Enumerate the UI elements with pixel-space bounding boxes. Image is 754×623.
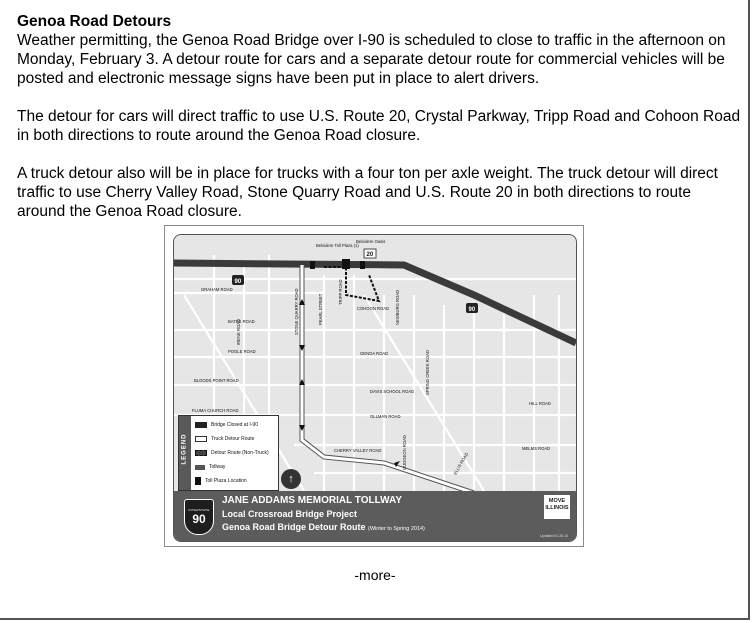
road-label: PEARL STREET	[318, 293, 323, 325]
road-label: FLUMA CHURCH ROAD	[192, 408, 239, 413]
road-label: HILL ROAD	[529, 401, 551, 406]
road-label: ELLIS ROAD	[452, 451, 470, 476]
closed-bridge-marker	[342, 259, 350, 269]
road-label: OLLMAN ROAD	[370, 414, 401, 419]
move-illinois-logo	[544, 495, 570, 519]
oasis-label: Belvidere Oasis	[356, 239, 386, 244]
car-detour-route	[324, 267, 379, 301]
i90-label: 90	[234, 279, 242, 285]
map-credit: Updated 01.26.14	[540, 534, 568, 538]
i90-shield-east	[466, 303, 478, 313]
legend-label: Truck Detour Route	[211, 436, 255, 442]
road-label: COHOON ROAD	[357, 306, 390, 311]
road-label: TRIPP ROAD	[338, 279, 343, 305]
banner-route-title	[222, 522, 425, 532]
detour-map-figure	[164, 225, 584, 547]
article-paragraph: Weather permitting, the Genoa Road Bridge over I-90 is scheduled to close to traffic in the afternoon on Monday, February 3. A detour route for cars and a separate detour route for commercial vehicles will be posted and electronic message signs have been put in place to alert drivers.	[17, 32, 726, 87]
legend-swatch	[195, 436, 207, 442]
legend-item	[195, 434, 254, 444]
banner-subtitle: Local Crossroad Bridge Project	[222, 509, 358, 519]
road-label: CHERRY VALLEY ROAD	[334, 448, 382, 453]
route20-shield	[364, 249, 376, 258]
legend-item	[195, 448, 269, 458]
shield-top-label: INTERSTATE	[188, 508, 210, 512]
legend-tab-label: LEGEND	[181, 433, 188, 465]
road-label: GUDGEON ROAD	[402, 435, 407, 470]
legend-label: Toll Plaza Location	[205, 478, 247, 484]
toll-plaza-marker	[360, 261, 365, 269]
road-label: IRENE ROAD	[236, 318, 241, 345]
legend-label: Detour Route (Non-Truck)	[211, 450, 269, 456]
legend-item	[195, 476, 247, 486]
road-label: GENOA ROAD	[360, 351, 389, 356]
legend-label: Tollway	[209, 464, 226, 470]
legend-swatch	[195, 450, 207, 456]
road-label: NEWBURG ROAD	[395, 289, 400, 325]
detour-map	[173, 234, 577, 542]
banner-title: JANE ADDAMS MEMORIAL TOLLWAY	[222, 495, 403, 506]
banner-route-dates: (Winter to Spring 2014)	[368, 526, 425, 532]
banner-route-name: Genoa Road Bridge Detour Route	[222, 522, 366, 532]
article	[17, 12, 742, 240]
logo-line: ILLINOIS	[545, 505, 569, 511]
legend-swatch	[195, 465, 205, 470]
legend-swatch	[195, 477, 201, 485]
toll-plaza-label: Belvidere Toll Plaza (1)	[316, 243, 359, 248]
interstate-shield-icon	[184, 499, 214, 535]
truck-detour-route	[302, 265, 474, 493]
road-label: STONE QUARRY ROAD	[294, 288, 299, 335]
road-label: BLOODS POINT ROAD	[194, 378, 239, 383]
road-label: BATES ROAD	[228, 319, 255, 324]
i90-shield-west	[232, 275, 244, 285]
map-title-banner	[174, 491, 576, 541]
road-label: POOLE ROAD	[228, 349, 256, 354]
toll-plaza-marker	[310, 261, 315, 269]
shield-number: 90	[192, 512, 206, 526]
i90-label: 90	[468, 307, 476, 313]
road-label: DAVIS SCHOOL ROAD	[370, 389, 415, 394]
legend-tab	[179, 416, 191, 490]
road-label: MELMS ROAD	[522, 446, 551, 451]
legend-item	[195, 420, 258, 430]
road-label: SPRING CREEK ROAD	[425, 350, 430, 395]
map-legend	[178, 415, 279, 491]
north-arrow-icon: ↑	[281, 469, 301, 489]
road-label: GRAHAM ROAD	[201, 287, 233, 292]
article-paragraph: A truck detour also will be in place for trucks with a four ton per axle weight. The truck detour will direct traffic to use Cherry Valley Road, Stone Quarry Road and U.S. Route 20 in both directions to route around the Genoa Road closure.	[17, 165, 718, 220]
legend-swatch	[195, 422, 207, 428]
more-indicator: -more-	[354, 567, 396, 583]
article-title: Genoa Road Detours	[17, 13, 172, 30]
legend-item	[195, 462, 225, 472]
article-paragraph: The detour for cars will direct traffic to use U.S. Route 20, Crystal Parkway, Tripp Road and Cohoon Road in both directions to route around the Genoa Road closure.	[17, 108, 741, 144]
logo-line: MOVE	[548, 498, 566, 504]
route20-label: 20	[366, 252, 374, 258]
legend-label: Bridge Closed at I-90	[211, 422, 258, 428]
